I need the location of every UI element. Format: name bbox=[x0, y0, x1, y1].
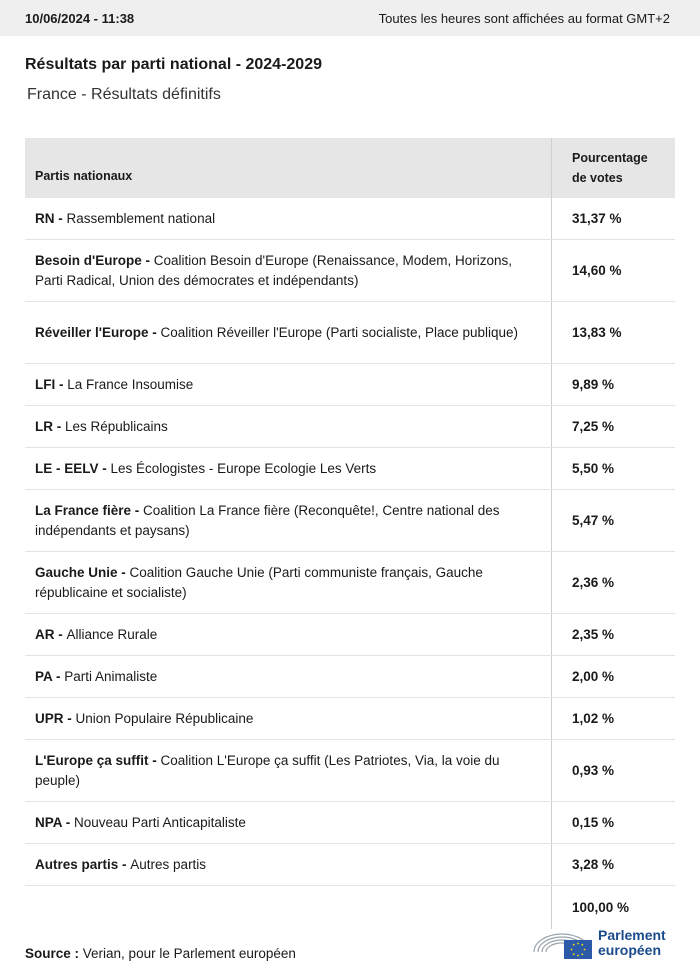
table-row: Besoin d'Europe - Coalition Besoin d'Europe (Renaissance, Modem, Horizons, Parti Radical, Union des démocrates et indépendants) 14,60 % bbox=[25, 240, 675, 302]
column-header-percentage-line2: de votes bbox=[572, 171, 623, 185]
party-percentage: 13,83 % bbox=[551, 302, 675, 363]
table-row: Gauche Unie - Coalition Gauche Unie (Parti communiste français, Gauche républicaine et socialiste) 2,36 % bbox=[25, 552, 675, 614]
party-name: Les Écologistes - Europe Ecologie Les Verts bbox=[110, 460, 377, 476]
table-row: UPR - Union Populaire Républicaine 1,02 % bbox=[25, 698, 675, 740]
party-code: LE - EELV bbox=[35, 460, 99, 476]
party-name: Nouveau Parti Anticapitaliste bbox=[74, 814, 246, 830]
table-row: LR - Les Républicains 7,25 % bbox=[25, 406, 675, 448]
table-row: RN - Rassemblement national 31,37 % bbox=[25, 198, 675, 240]
party-percentage: 3,28 % bbox=[551, 844, 675, 885]
source-label: Source : bbox=[25, 946, 80, 961]
party-percentage: 5,47 % bbox=[551, 490, 675, 551]
party-name: Coalition Besoin d'Europe (Renaissance, Modem, Horizons, Parti Radical, Union des démocrates et indépendants) bbox=[35, 252, 512, 288]
source-text: Verian, pour le Parlement européen bbox=[82, 946, 296, 961]
party-percentage: 9,89 % bbox=[551, 364, 675, 405]
timezone-note: Toutes les heures sont affichées au format GMT+2 bbox=[378, 10, 670, 26]
table-row: Réveiller l'Europe - Coalition Réveiller l'Europe (Parti socialiste, Place publique) 13,83 % bbox=[25, 302, 675, 364]
party-code: Réveiller l'Europe bbox=[35, 324, 149, 340]
party-name: Autres partis bbox=[130, 856, 207, 872]
total-percentage: 100,00 % bbox=[551, 886, 675, 929]
party-name: Parti Animaliste bbox=[64, 668, 158, 684]
party-percentage: 7,25 % bbox=[551, 406, 675, 447]
party-name: Coalition L'Europe ça suffit (Les Patriotes, Via, la voie du peuple) bbox=[35, 752, 500, 788]
table-row: NPA - Nouveau Parti Anticapitaliste 0,15 % bbox=[25, 802, 675, 844]
logo-line2: européen bbox=[598, 942, 662, 958]
party-percentage: 0,15 % bbox=[551, 802, 675, 843]
top-bar bbox=[0, 0, 700, 36]
party-name: Alliance Rurale bbox=[66, 626, 158, 642]
table-row: La France fière - Coalition La France fière (Reconquête!, Centre national des indépendants et paysans) 5,47 % bbox=[25, 490, 675, 552]
party-name: Coalition Réveiller l'Europe (Parti socialiste, Place publique) bbox=[160, 324, 519, 340]
page-subtitle: France - Résultats définitifs bbox=[27, 86, 221, 103]
table-row: PA - Parti Animaliste 2,00 % bbox=[25, 656, 675, 698]
table-header bbox=[25, 138, 675, 198]
party-percentage: 0,93 % bbox=[551, 740, 675, 801]
party-code: Autres partis bbox=[35, 856, 119, 872]
table-row: AR - Alliance Rurale 2,35 % bbox=[25, 614, 675, 656]
party-percentage: 2,36 % bbox=[551, 552, 675, 613]
table-row: LFI - La France Insoumise 9,89 % bbox=[25, 364, 675, 406]
party-percentage: 2,00 % bbox=[551, 656, 675, 697]
table-row: Autres partis - Autres partis 3,28 % bbox=[25, 844, 675, 886]
party-name: Coalition La France fière (Reconquête!, Centre national des indépendants et paysans) bbox=[35, 502, 500, 538]
party-code: AR bbox=[35, 626, 55, 642]
party-code: Besoin d'Europe bbox=[35, 252, 142, 268]
party-code: L'Europe ça suffit bbox=[35, 752, 149, 768]
european-parliament-logo bbox=[530, 923, 680, 963]
party-code: PA bbox=[35, 668, 53, 684]
party-code: UPR bbox=[35, 710, 64, 726]
party-name: Les Républicains bbox=[65, 418, 168, 434]
european-parliament-logo-icon bbox=[530, 924, 594, 962]
party-name: Coalition Gauche Unie (Parti communiste français, Gauche républicaine et socialiste) bbox=[35, 564, 483, 600]
party-name: Union Populaire Républicaine bbox=[75, 710, 254, 726]
party-percentage: 1,02 % bbox=[551, 698, 675, 739]
party-code: RN bbox=[35, 210, 55, 226]
column-header-percentage bbox=[551, 138, 675, 198]
page-title: Résultats par parti national - 2024-2029 bbox=[25, 56, 322, 73]
party-code: NPA bbox=[35, 814, 62, 830]
party-percentage: 2,35 % bbox=[551, 614, 675, 655]
party-code: Gauche Unie bbox=[35, 564, 118, 580]
logo-line1: Parlement bbox=[598, 927, 666, 943]
party-percentage: 31,37 % bbox=[551, 198, 675, 239]
party-code: LFI bbox=[35, 376, 56, 392]
column-header-percentage-line1: Pourcentage bbox=[572, 151, 648, 165]
table-row: L'Europe ça suffit - Coalition L'Europe ça suffit (Les Patriotes, Via, la voie du peuple) 0,93 % bbox=[25, 740, 675, 802]
party-name: La France Insoumise bbox=[67, 376, 194, 392]
party-percentage: 5,50 % bbox=[551, 448, 675, 489]
party-percentage: 14,60 % bbox=[551, 240, 675, 301]
column-header-party: Partis nationaux bbox=[35, 169, 133, 183]
table-row: LE - EELV - Les Écologistes - Europe Ecologie Les Verts 5,50 % bbox=[25, 448, 675, 490]
party-code: LR bbox=[35, 418, 53, 434]
datetime: 10/06/2024 - 11:38 bbox=[25, 10, 135, 26]
party-code: La France fière bbox=[35, 502, 132, 518]
logo-text bbox=[598, 928, 666, 958]
party-name: Rassemblement national bbox=[66, 210, 216, 226]
source-note bbox=[25, 946, 296, 961]
results-table bbox=[25, 138, 675, 929]
